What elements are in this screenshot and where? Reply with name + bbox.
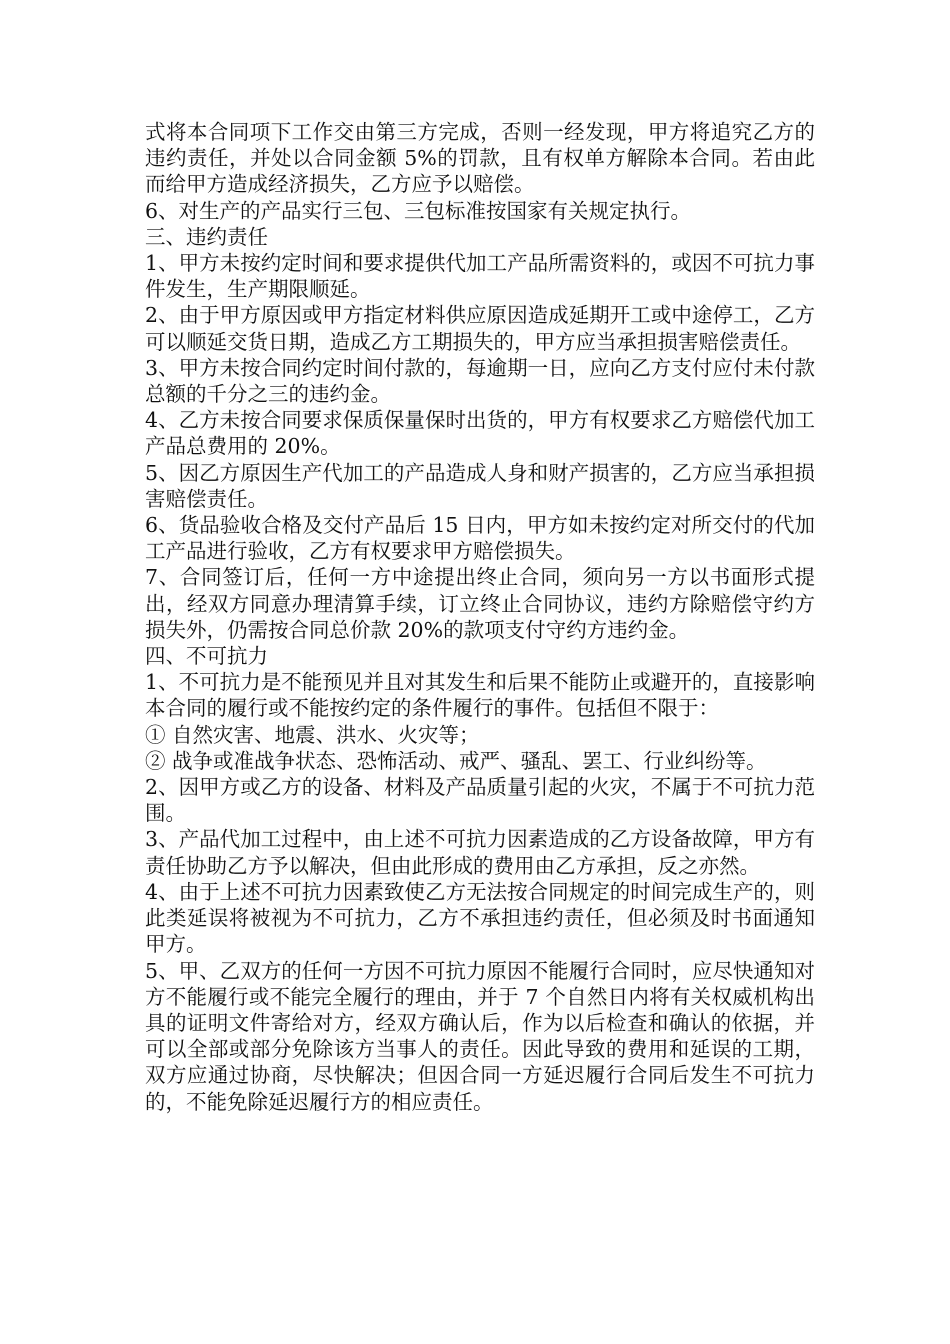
section-heading-force-majeure: 四、不可抗力 bbox=[145, 644, 268, 669]
paragraph-breach-2: 2、由于甲方原因或甲方指定材料供应原因造成延期开工或中途停工，乙方可以顺延交货日期，造成乙方工期损失的，甲方应当承担损害赔偿责任。 bbox=[145, 303, 815, 354]
paragraph-breach-4: 4、乙方未按合同要求保质保量保时出货的，甲方有权要求乙方赔偿代加工产品总费用的 20%。 bbox=[145, 408, 815, 459]
paragraph-continuation: 式将本合同项下工作交由第三方完成，否则一经发现，甲方将追究乙方的违约责任，并处以合同金额 5%的罚款，且有权单方解除本合同。若由此而给甲方造成经济损失，乙方应予以赔偿。 bbox=[145, 120, 815, 197]
section-heading-breach: 三、违约责任 bbox=[145, 224, 268, 249]
paragraph-breach-5: 5、因乙方原因生产代加工的产品造成人身和财产损害的，乙方应当承担损害赔偿责任。 bbox=[145, 460, 815, 511]
list-item-natural-disasters: ① 自然灾害、地震、洪水、火灾等； bbox=[145, 722, 480, 747]
paragraph-breach-6: 6、货品验收合格及交付产品后 15 日内，甲方如未按约定对所交付的代加工产品进行验收，乙方有权要求甲方赔偿损失。 bbox=[145, 513, 815, 564]
paragraph-force-majeure-1: 1、不可抗力是不能预见并且对其发生和后果不能防止或避开的，直接影响本合同的履行或不能按约定的条件履行的事件。包括但不限于： bbox=[145, 670, 815, 721]
document-body bbox=[145, 119, 815, 1115]
paragraph-force-majeure-3: 3、产品代加工过程中，由上述不可抗力因素造成的乙方设备故障，甲方有责任协助乙方予以解决，但由此形成的费用由乙方承担，反之亦然。 bbox=[145, 827, 815, 878]
paragraph-breach-1: 1、甲方未按约定时间和要求提供代加工产品所需资料的，或因不可抗力事件发生，生产期限顺延。 bbox=[145, 251, 815, 302]
paragraph-item-6-warranty: 6、对生产的产品实行三包、三包标准按国家有关规定执行。 bbox=[145, 198, 692, 223]
paragraph-force-majeure-2: 2、因甲方或乙方的设备、材料及产品质量引起的火灾，不属于不可抗力范围。 bbox=[145, 775, 815, 826]
list-item-war-unrest: ② 战争或准战争状态、恐怖活动、戒严、骚乱、罢工、行业纠纷等。 bbox=[145, 748, 767, 773]
paragraph-force-majeure-5: 5、甲、乙双方的任何一方因不可抗力原因不能履行合同时，应尽快通知对方不能履行或不能完全履行的理由，并于 7 个自然日内将有关权威机构出具的证明文件寄给对方，经双方确认后，作为以后检查和确认的依据，并可以全部或部分免除该方当事人的责任。因此导致的费用和延误的工期，双方应通过协商，尽快解决；但因合同一方延迟履行合同后发生不可抗力的，不能免除延迟履行方的相应责任。 bbox=[145, 958, 815, 1114]
paragraph-force-majeure-4: 4、由于上述不可抗力因素致使乙方无法按合同规定的时间完成生产的，则此类延误将被视为不可抗力，乙方不承担违约责任，但必须及时书面通知甲方。 bbox=[145, 879, 815, 957]
paragraph-breach-3: 3、甲方未按合同约定时间付款的，每逾期一日，应向乙方支付应付未付款总额的千分之三的违约金。 bbox=[145, 355, 815, 407]
paragraph-breach-7: 7、合同签订后，任何一方中途提出终止合同，须向另一方以书面形式提出，经双方同意办理清算手续，订立终止合同协议，违约方除赔偿守约方损失外，仍需按合同总价款 20%的款项支付守约方违约金。 bbox=[145, 565, 815, 642]
